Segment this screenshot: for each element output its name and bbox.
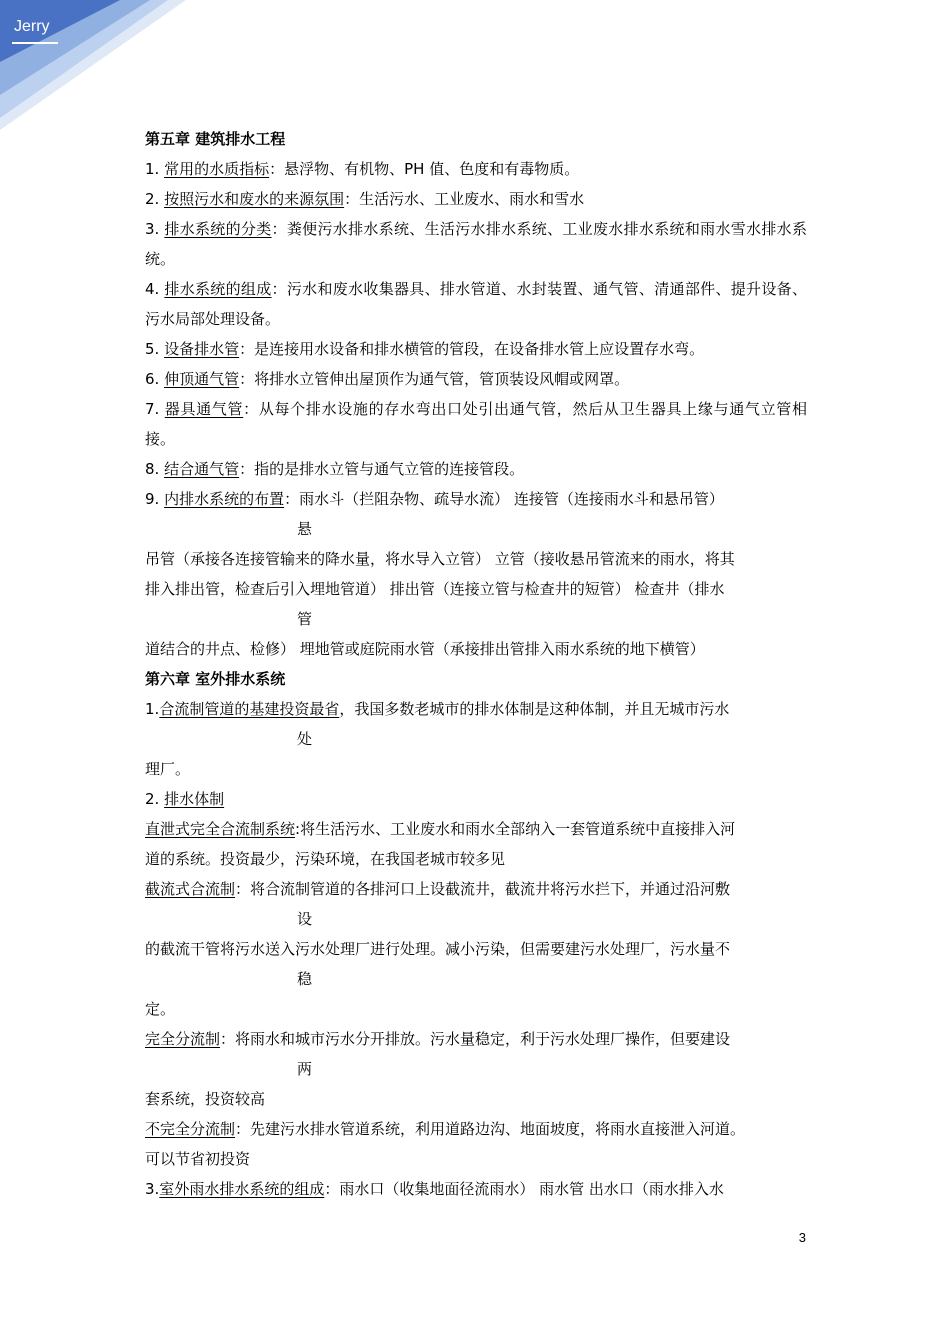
paragraph-line: 吊管（承接各连接管输来的降水量，将水导入立管） 立管（接收悬吊管流来的雨水，将其 [145, 550, 735, 568]
paragraph-line: 道结合的井点、检修） 埋地管或庭院雨水管（承接排出管排入雨水系统的地下横管） [145, 640, 705, 658]
term: 截流式合流制 [145, 880, 236, 898]
wrap-fragment: 设 [297, 910, 313, 928]
paragraph-line: 套系统，投资较高 [145, 1090, 266, 1108]
drainage-type-partial-separate: 不完全分流制：先建污水排水管道系统，利用道路边沟、地面坡度，将雨水直接泄入河道。 [145, 1120, 746, 1138]
wrap-fragment: 管 [297, 610, 313, 628]
term: 结合通气管 [164, 460, 240, 478]
ch6-item-1: 1.合流制管道的基建投资最省，我国多数老城市的排水体制是这种体制，并且无城市污水 [145, 700, 730, 718]
header-author: Jerry [14, 18, 50, 35]
term: 伸顶通气管 [164, 370, 240, 388]
term: 合流制管道的基建投资最省 [159, 700, 340, 718]
paragraph-line: 道的系统。投资最少，污染环境，在我国老城市较多见 [145, 850, 506, 868]
term: 设备排水管 [164, 340, 240, 358]
term: 排水体制 [164, 790, 225, 808]
ch5-item-7: 7. 器具通气管：从每个排水设施的存水弯出口处引出通气管，然后从卫生器具上缘与通气立管相接。 [145, 400, 807, 448]
drainage-type-separate: 完全分流制：将雨水和城市污水分开排放。污水量稳定，利于污水处理厂操作，但要建设 [145, 1030, 731, 1048]
wrap-fragment: 稳 [297, 970, 313, 988]
term: 完全分流制 [145, 1030, 221, 1048]
drainage-type-intercepting: 截流式合流制：将合流制管道的各排河口上设截流井，截流井将污水拦下，并通过沿河敷 [145, 880, 731, 898]
chapter-5-heading: 第五章 建筑排水工程 [145, 130, 286, 148]
paragraph-line: 的截流干管将污水送入污水处理厂进行处理。减小污染，但需要建污水处理厂，污水量不 [145, 940, 731, 958]
term: 器具通气管 [164, 400, 244, 418]
ch5-item-5: 5. 设备排水管：是连接用水设备和排水横管的管段，在设备排水管上应设置存水弯。 [145, 340, 705, 358]
wrap-fragment: 悬 [297, 520, 313, 538]
page-number: 3 [798, 1230, 806, 1245]
term: 内排水系统的布置 [164, 490, 285, 508]
ch5-item-9: 9. 内排水系统的布置：雨水斗（拦阻杂物、疏导水流） 连接管（连接雨水斗和悬吊管） [145, 490, 724, 508]
chapter-6-heading: 第六章 室外排水系统 [145, 670, 286, 688]
drainage-type-direct: 直泄式完全合流制系统:将生活污水、工业废水和雨水全部纳入一套管道系统中直接排入河 [145, 820, 736, 838]
header-author-rule [12, 42, 58, 44]
term: 直泄式完全合流制系统 [145, 820, 296, 838]
paragraph-line: 理厂。 [145, 760, 191, 778]
paragraph-line: 排入排出管，检查后引入埋地管道） 排出管（连接立管与检查井的短管） 检查井（排水 [145, 580, 725, 598]
term: 室外雨水排水系统的组成 [159, 1180, 325, 1198]
ch5-item-2: 2. 按照污水和废水的来源氛围：生活污水、工业废水、雨水和雪水 [145, 190, 585, 208]
term: 排水系统的组成 [164, 280, 272, 298]
term: 按照污水和废水的来源氛围 [164, 190, 345, 208]
term: 排水系统的分类 [164, 220, 272, 238]
ch5-item-1: 1. 常用的水质指标：悬浮物、有机物、PH 值、色度和有毒物质。 [145, 160, 580, 178]
wrap-fragment: 两 [297, 1060, 313, 1078]
ch6-item-3: 3.室外雨水排水系统的组成：雨水口（收集地面径流雨水） 雨水管 出水口（雨水排入水 [145, 1180, 724, 1198]
ch5-item-4: 4. 排水系统的组成：污水和废水收集器具、排水管道、水封装置、通气管、清通部件、提升设备、污水局部处理设备。 [145, 280, 807, 328]
wrap-fragment: 处 [297, 730, 313, 748]
ch5-item-3: 3. 排水系统的分类：粪便污水排水系统、生活污水排水系统、工业废水排水系统和雨水雪水排水系统。 [145, 220, 807, 268]
paragraph-line: 可以节省初投资 [145, 1150, 251, 1168]
paragraph-line: 定。 [145, 1000, 176, 1018]
ch5-item-8: 8. 结合通气管：指的是排水立管与通气立管的连接管段。 [145, 460, 525, 478]
document-body [145, 124, 807, 1204]
term: 常用的水质指标 [164, 160, 270, 178]
ch5-item-6: 6. 伸顶通气管：将排水立管伸出屋顶作为通气管，管顶装设风帽或网罩。 [145, 370, 630, 388]
term: 不完全分流制 [145, 1120, 236, 1138]
ch6-item-2: 2. 排水体制 [145, 790, 225, 808]
